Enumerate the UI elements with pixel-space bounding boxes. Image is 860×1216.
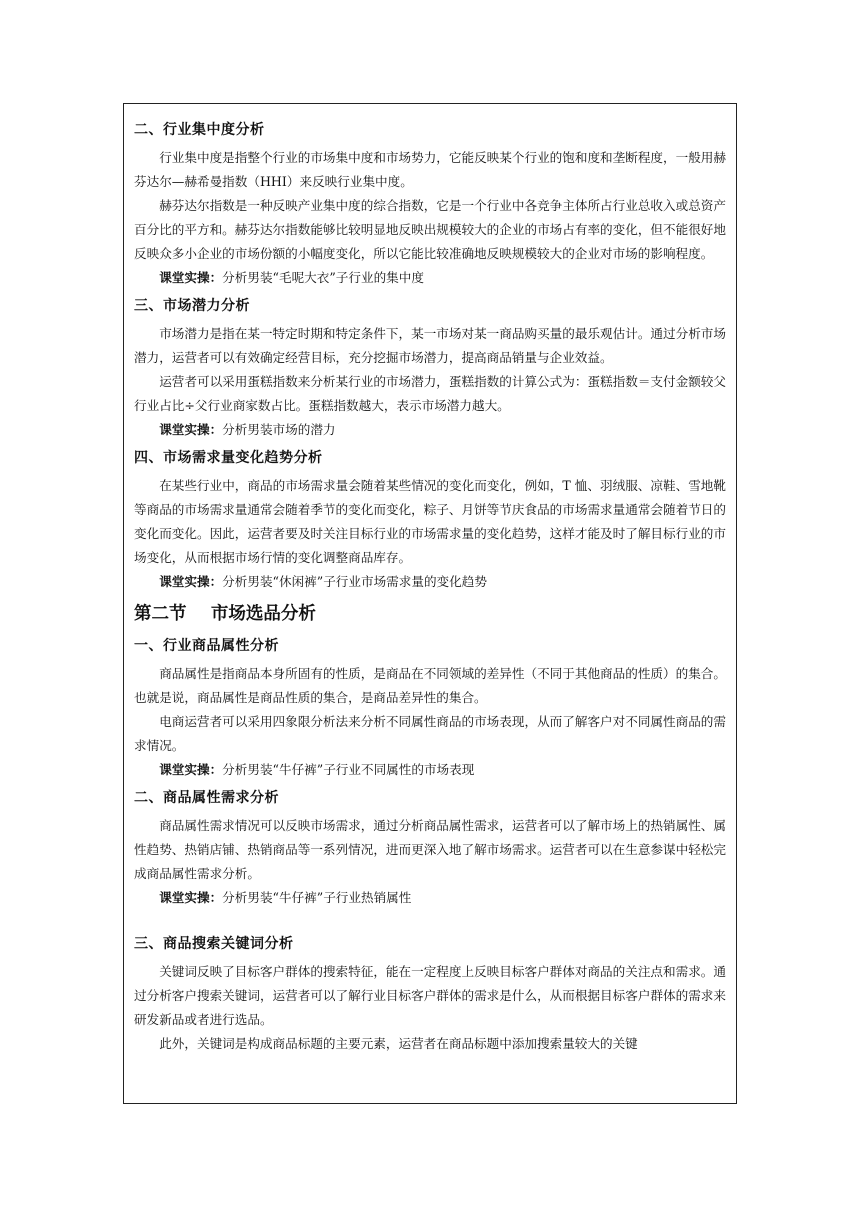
practice-text: 分析男装市场的潜力 [222, 422, 336, 437]
practice-line [134, 758, 726, 782]
paragraph: 运营者可以采用蛋糕指数来分析某行业的市场潜力，蛋糕指数的计算公式为：蛋糕指数＝支付金额较父行业占比÷父行业商家数占比。蛋糕指数越大，表示市场潜力越大。 [134, 374, 726, 413]
paragraph: 行业集中度是指整个行业的市场集中度和市场势力，它能反映某个行业的饱和度和垄断程度，一般用赫芬达尔—赫希曼指数（HHI）来反映行业集中度。 [134, 150, 726, 189]
practice-label: 课堂实操： [159, 762, 223, 777]
practice-text: 分析男装“休闲裤”子行业市场需求量的变化趋势 [222, 574, 487, 589]
content-frame [123, 103, 737, 1104]
practice-line [134, 266, 726, 290]
practice-label: 课堂实操： [159, 574, 223, 589]
practice-text: 分析男装“牛仔裤”子行业不同属性的市场表现 [222, 762, 475, 777]
paragraph: 在某些行业中，商品的市场需求量会随着某些情况的变化而变化，例如，T 恤、羽绒服、凉鞋、雪地靴等商品的市场需求量通常会随着季节的变化而变化，粽子、月饼等节庆食品的市场需求量通常会随着节日的变化而变化。因此，运营者要及时关注目标行业的市场需求量的变化趋势，这样才能及时了解目标行业的市场变化，从而根据市场行情的变化调整商品库存。 [134, 478, 726, 565]
paragraph: 此外，关键词是构成商品标题的主要元素，运营者在商品标题中添加搜索量较大的关键 [159, 1036, 638, 1051]
paragraph: 商品属性需求情况可以反映市场需求，通过分析商品属性需求，运营者可以了解市场上的热销属性、属性趋势、热销店铺、热销商品等一系列情况，进而更深入地了解市场需求。运营者可以在生意参谋中轻松完成商品属性需求分析。 [134, 818, 726, 881]
practice-label: 课堂实操： [159, 890, 223, 905]
practice-line [134, 570, 726, 594]
paragraph: 市场潜力是指在某一特定时期和特定条件下，某一市场对某一商品购买量的最乐观估计。通过分析市场潜力，运营者可以有效确定经营目标，充分挖掘市场潜力，提高商品销量与企业效益。 [134, 326, 726, 365]
content-body [134, 118, 726, 1056]
heading-demand-trend: 四、市场需求量变化趋势分析 [134, 450, 323, 466]
practice-line [134, 418, 726, 442]
heading-industry-concentration: 二、行业集中度分析 [134, 122, 265, 138]
practice-line [134, 886, 726, 910]
paragraph: 赫芬达尔指数是一种反映产业集中度的综合指数，它是一个行业中各竞争主体所占行业总收入或总资产百分比的平方和。赫芬达尔指数能够比较明显地反映出规模较大的企业的市场占有率的变化，但不能很好地反映众多小企业的市场份额的小幅度变化，所以它能比较准确地反映规模较大的企业对市场的影响程度。 [134, 198, 726, 261]
practice-label: 课堂实操： [159, 422, 223, 437]
heading-market-potential: 三、市场潜力分析 [134, 298, 250, 314]
paragraph: 电商运营者可以采用四象限分析法来分析不同属性商品的市场表现，从而了解客户对不同属性商品的需求情况。 [134, 714, 726, 753]
heading-product-attributes: 一、行业商品属性分析 [134, 638, 279, 654]
practice-label: 课堂实操： [159, 270, 223, 285]
practice-text: 分析男装“毛呢大衣”子行业的集中度 [222, 270, 424, 285]
paragraph: 商品属性是指商品本身所固有的性质，是商品在不同领域的差异性（不同于其他商品的性质）的集合。也就是说，商品属性是商品性质的集合，是商品差异性的集合。 [134, 666, 726, 705]
paragraph: 关键词反映了目标客户群体的搜索特征，能在一定程度上反映目标客户群体对商品的关注点和需求。通过分析客户搜索关键词，运营者可以了解行业目标客户群体的需求是什么，从而根据目标客户群体的需求来研发新品或者进行选品。 [134, 964, 726, 1027]
section-title: 第二节 市场选品分析 [134, 604, 316, 624]
heading-search-keywords: 三、商品搜索关键词分析 [134, 936, 294, 952]
practice-text: 分析男装“牛仔裤”子行业热销属性 [222, 890, 412, 905]
heading-attribute-demand: 二、商品属性需求分析 [134, 790, 279, 806]
